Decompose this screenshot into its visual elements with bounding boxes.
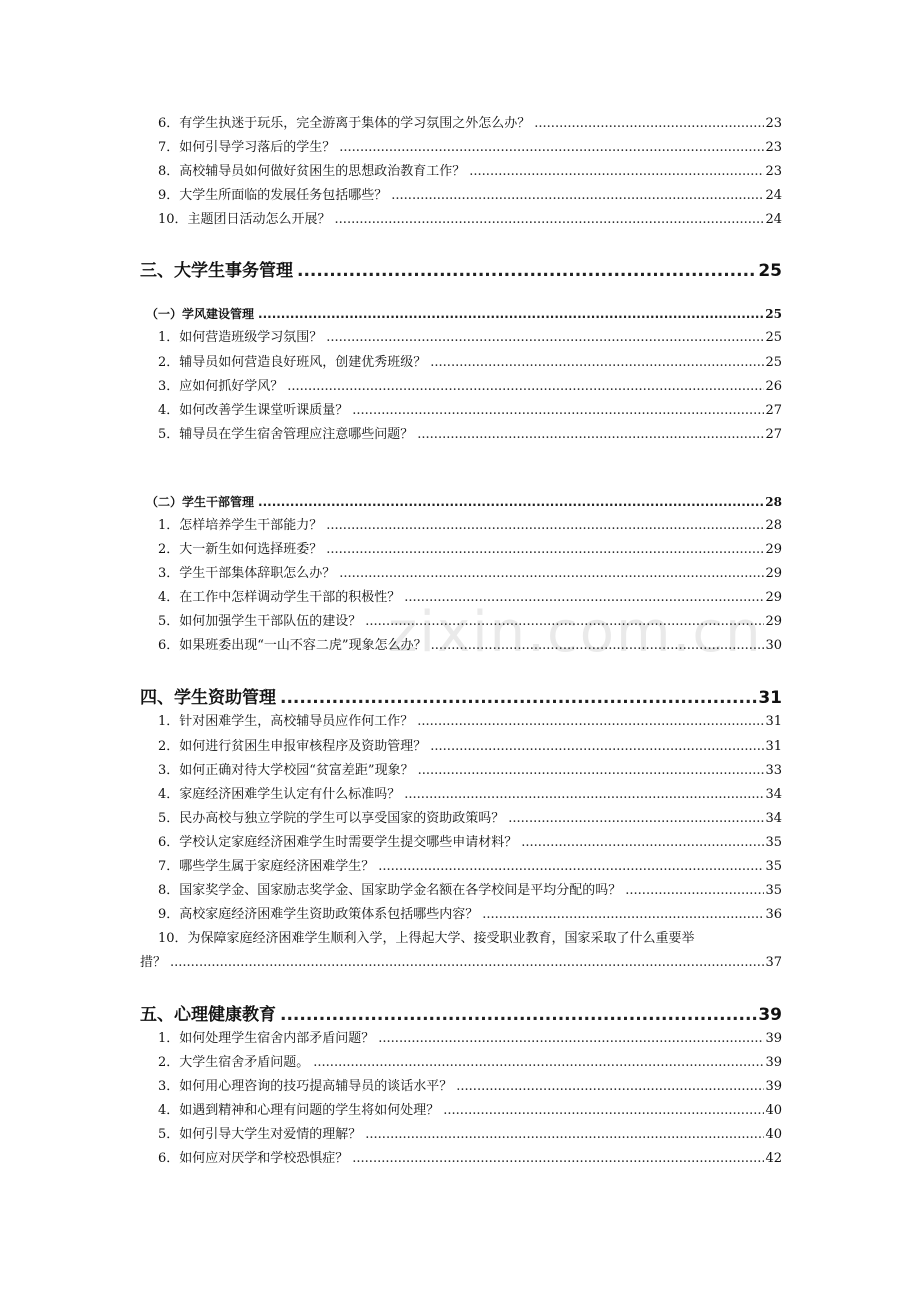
toc-entry-page: 27 bbox=[765, 427, 782, 442]
subsection-page: 28 bbox=[765, 495, 782, 509]
leader-dots bbox=[352, 401, 764, 421]
toc-entry-label: 1．如何营造班级学习氛围？ bbox=[158, 330, 323, 345]
toc-subsection[interactable] bbox=[0, 304, 920, 324]
toc-entry-page: 31 bbox=[765, 739, 782, 754]
toc-entry[interactable] bbox=[0, 1029, 920, 1049]
leader-dots bbox=[352, 1149, 764, 1169]
leader-dots bbox=[431, 636, 765, 656]
chapter-label: 三、大学生事务管理 bbox=[140, 261, 293, 281]
toc-chapter-3[interactable] bbox=[0, 258, 920, 284]
toc-entry-label: 4．在工作中怎样调动学生干部的积极性？ bbox=[158, 590, 401, 605]
toc-subsection[interactable] bbox=[0, 492, 920, 512]
toc-entry-page: 33 bbox=[765, 763, 782, 778]
toc-entry[interactable] bbox=[0, 425, 920, 445]
toc-entry[interactable] bbox=[0, 953, 920, 973]
toc-entry[interactable] bbox=[0, 833, 920, 853]
toc-entry[interactable] bbox=[0, 737, 920, 757]
toc-entry-label: 3．如何正确对待大学校园“贫富差距”现象？ bbox=[158, 763, 414, 778]
toc-entry-label: 5．辅导员在学生宿舍管理应注意哪些问题？ bbox=[158, 427, 414, 442]
toc-entry-page: 25 bbox=[765, 330, 782, 345]
leader-dots bbox=[534, 114, 764, 134]
toc-entry-page: 29 bbox=[765, 542, 782, 557]
toc-entry-label: 6．学校认定家庭经济困难学生时需要学生提交哪些申请材料？ bbox=[158, 835, 518, 850]
toc-entry[interactable] bbox=[0, 1125, 920, 1145]
subsection-label: （二）学生干部管理 bbox=[146, 495, 255, 509]
leader-dots bbox=[417, 712, 764, 732]
leader-dots bbox=[280, 1002, 757, 1028]
toc-chapter-4[interactable] bbox=[0, 685, 920, 711]
toc-entry-label: 1．如何处理学生宿舍内部矛盾问题？ bbox=[158, 1031, 375, 1046]
toc-entry-label: 1．怎样培养学生干部能力？ bbox=[158, 518, 323, 533]
toc-entry-page: 39 bbox=[765, 1031, 782, 1046]
toc-entry[interactable] bbox=[0, 857, 920, 877]
toc-entry-page: 39 bbox=[765, 1055, 782, 1070]
toc-entry[interactable] bbox=[0, 612, 920, 632]
leader-dots bbox=[297, 258, 757, 284]
leader-dots bbox=[417, 425, 764, 445]
toc-entry-page: 29 bbox=[765, 590, 782, 605]
toc-entry-page: 26 bbox=[765, 379, 782, 394]
toc-entry-label: 1．针对困难学生，高校辅导员应作何工作？ bbox=[158, 714, 414, 729]
toc-entry-label: 3．应如何抓好学风？ bbox=[158, 379, 284, 394]
toc-entry-page: 23 bbox=[765, 116, 782, 131]
toc-entry[interactable] bbox=[0, 540, 920, 560]
toc-entry-label: 4．如何改善学生课堂听课质量？ bbox=[158, 403, 349, 418]
leader-dots bbox=[280, 685, 757, 711]
leader-dots bbox=[287, 377, 764, 397]
leader-dots bbox=[508, 809, 764, 829]
toc-entry[interactable] bbox=[0, 1077, 920, 1097]
toc-entry[interactable] bbox=[0, 353, 920, 373]
toc-entry-page: 29 bbox=[765, 614, 782, 629]
toc-entry-page: 40 bbox=[765, 1103, 782, 1118]
leader-dots bbox=[170, 953, 764, 973]
toc-entry-page: 34 bbox=[765, 787, 782, 802]
leader-dots bbox=[443, 1101, 764, 1121]
chapter-label: 四、学生资助管理 bbox=[140, 688, 276, 708]
leader-dots bbox=[365, 612, 764, 632]
toc-entry-label: 6．有学生执迷于玩乐，完全游离于集体的学习氛围之外怎么办？ bbox=[158, 116, 531, 131]
toc-entry-label: 10．主题团日活动怎么开展？ bbox=[158, 212, 331, 227]
toc-entry-label: 7．哪些学生属于家庭经济困难学生？ bbox=[158, 859, 375, 874]
toc-entry[interactable] bbox=[0, 905, 920, 925]
leader-dots bbox=[335, 210, 765, 230]
toc-entry-label: 8．高校辅导员如何做好贫困生的思想政治教育工作？ bbox=[158, 164, 466, 179]
leader-dots bbox=[482, 905, 764, 925]
leader-dots bbox=[391, 186, 764, 206]
toc-entry-label: 6．如果班委出现“一山不容二虎”现象怎么办？ bbox=[158, 638, 427, 653]
chapter-page: 31 bbox=[758, 688, 782, 708]
toc-entry-label: 7．如何引导学习落后的学生？ bbox=[158, 140, 336, 155]
chapter-label: 五、心理健康教育 bbox=[140, 1005, 276, 1025]
toc-entry[interactable] bbox=[0, 186, 920, 206]
toc-entry[interactable] bbox=[0, 1101, 920, 1121]
toc-entry-label: 8．国家奖学金、国家励志奖学金、国家助学金名额在各学校间是平均分配的吗？ bbox=[158, 883, 622, 898]
toc-entry-label: 9．大学生所面临的发展任务包括哪些？ bbox=[158, 188, 388, 203]
toc-entry-page: 35 bbox=[765, 859, 782, 874]
toc-entry-page: 23 bbox=[765, 164, 782, 179]
toc-entry[interactable] bbox=[0, 1149, 920, 1169]
leader-dots bbox=[326, 328, 764, 348]
leader-dots bbox=[339, 138, 764, 158]
toc-entry-page: 37 bbox=[765, 955, 782, 970]
toc-entry[interactable] bbox=[0, 516, 920, 536]
toc-entry-label: 2．辅导员如何营造良好班风，创建优秀班级？ bbox=[158, 355, 427, 370]
toc-entry-page: 35 bbox=[765, 835, 782, 850]
leader-dots bbox=[258, 304, 764, 324]
leader-dots bbox=[456, 1077, 764, 1097]
chapter-page: 39 bbox=[758, 1005, 782, 1025]
toc-entry[interactable] bbox=[0, 138, 920, 158]
toc-entry-label: 9．高校家庭经济困难学生资助政策体系包括哪些内容？ bbox=[158, 907, 479, 922]
toc-entry-label-line1[interactable]: 10．为保障家庭经济困难学生顺利入学，上得起大学、接受职业教育，国家采取了什么重要举 bbox=[158, 931, 695, 946]
toc-entry-page: 24 bbox=[765, 212, 782, 227]
leader-dots bbox=[469, 162, 764, 182]
leader-dots bbox=[430, 353, 764, 373]
leader-dots bbox=[521, 833, 764, 853]
toc-entry-page: 27 bbox=[765, 403, 782, 418]
toc-entry[interactable] bbox=[0, 636, 920, 656]
toc-entry[interactable] bbox=[0, 401, 920, 421]
toc-entry-page: 35 bbox=[765, 883, 782, 898]
leader-dots bbox=[313, 1053, 764, 1073]
leader-dots bbox=[625, 881, 764, 901]
subsection-page: 25 bbox=[765, 307, 782, 321]
leader-dots bbox=[430, 737, 764, 757]
toc-entry-label: 4．如遇到精神和心理有问题的学生将如何处理？ bbox=[158, 1103, 440, 1118]
toc-entry[interactable] bbox=[0, 761, 920, 781]
toc-entry[interactable] bbox=[0, 881, 920, 901]
toc-entry[interactable] bbox=[0, 564, 920, 584]
toc-entry-label: 5．民办高校与独立学院的学生可以享受国家的资助政策吗？ bbox=[158, 811, 505, 826]
toc-entry-label: 4．家庭经济困难学生认定有什么标准吗？ bbox=[158, 787, 401, 802]
toc-entry-label: 3．学生干部集体辞职怎么办？ bbox=[158, 566, 336, 581]
toc-entry-label: 5．如何引导大学生对爱情的理解？ bbox=[158, 1127, 362, 1142]
toc-entry-label: 6．如何应对厌学和学校恐惧症？ bbox=[158, 1151, 349, 1166]
leader-dots bbox=[326, 540, 764, 560]
toc-entry-label: 2．大学生宿舍矛盾问题。 bbox=[158, 1055, 310, 1070]
toc-entry[interactable] bbox=[0, 785, 920, 805]
toc-entry-page: 29 bbox=[765, 566, 782, 581]
toc-entry-page: 24 bbox=[765, 188, 782, 203]
toc-entry-page: 36 bbox=[765, 907, 782, 922]
leader-dots bbox=[258, 492, 764, 512]
toc-entry-page: 34 bbox=[765, 811, 782, 826]
toc-entry[interactable] bbox=[0, 809, 920, 829]
leader-dots bbox=[404, 785, 764, 805]
toc-entry-page: 39 bbox=[765, 1079, 782, 1094]
chapter-page: 25 bbox=[758, 261, 782, 281]
watermark: zixin.com.cn bbox=[388, 600, 763, 665]
toc-entry-label: 3．如何用心理咨询的技巧提高辅导员的谈话水平？ bbox=[158, 1079, 453, 1094]
toc-entry[interactable] bbox=[0, 1053, 920, 1073]
toc-entry[interactable] bbox=[0, 588, 920, 608]
leader-dots bbox=[378, 857, 764, 877]
toc-entry-page: 28 bbox=[765, 518, 782, 533]
toc-entry-label: 2．大一新生如何选择班委？ bbox=[158, 542, 323, 557]
toc-entry-label: 5．如何加强学生干部队伍的建设？ bbox=[158, 614, 362, 629]
leader-dots bbox=[326, 516, 764, 536]
toc-chapter-5[interactable] bbox=[0, 1002, 920, 1028]
toc-entry-page: 30 bbox=[765, 638, 782, 653]
leader-dots bbox=[404, 588, 764, 608]
toc-entry-label: 2．如何进行贫困生申报审核程序及资助管理？ bbox=[158, 739, 427, 754]
toc-entry-page: 25 bbox=[765, 355, 782, 370]
toc-entry[interactable] bbox=[0, 328, 920, 348]
subsection-label: （一）学风建设管理 bbox=[146, 307, 255, 321]
leader-dots bbox=[418, 761, 765, 781]
toc-entry[interactable] bbox=[0, 377, 920, 397]
leader-dots bbox=[378, 1029, 764, 1049]
toc-entry[interactable] bbox=[0, 162, 920, 182]
leader-dots bbox=[365, 1125, 764, 1145]
toc-entry-page: 42 bbox=[765, 1151, 782, 1166]
toc-entry-label: 措？ bbox=[140, 955, 167, 970]
toc-entry-page: 23 bbox=[765, 140, 782, 155]
toc-entry-page: 31 bbox=[765, 714, 782, 729]
toc-entry[interactable] bbox=[0, 712, 920, 732]
toc-entry[interactable] bbox=[0, 210, 920, 230]
toc-entry[interactable] bbox=[0, 114, 920, 134]
leader-dots bbox=[339, 564, 764, 584]
toc-entry-page: 40 bbox=[765, 1127, 782, 1142]
